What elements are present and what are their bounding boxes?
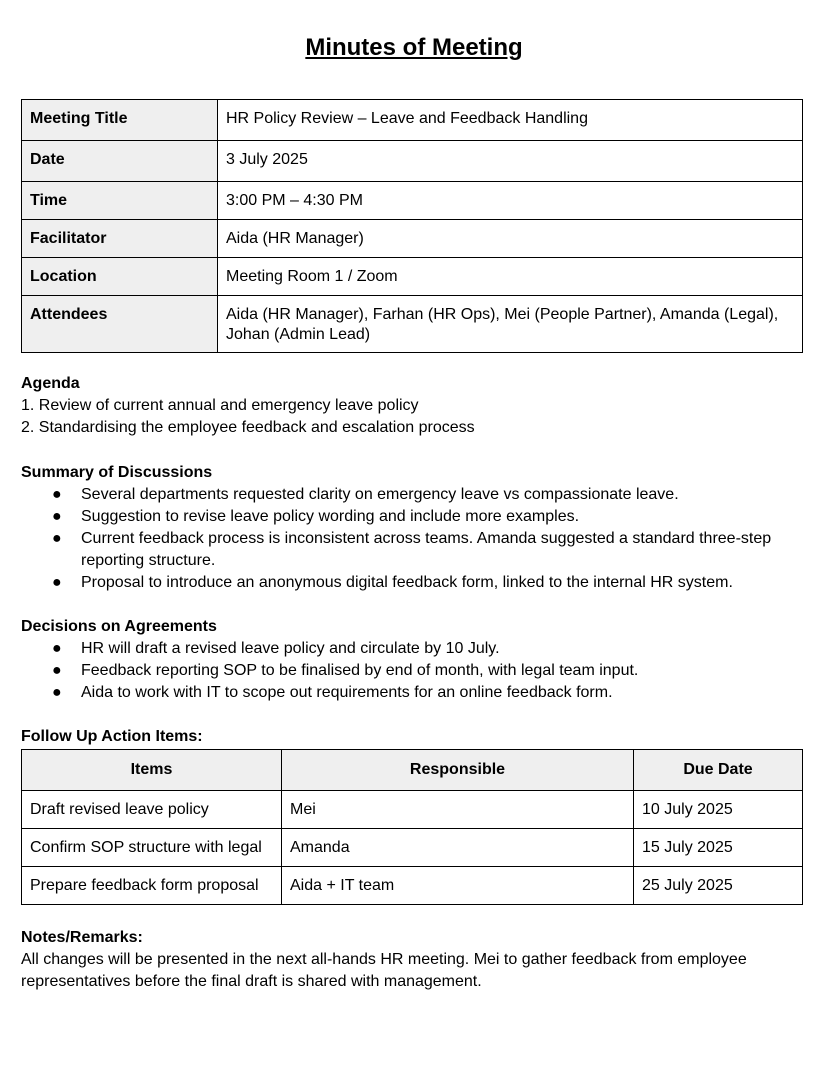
list-item-text: Aida to work with IT to scope out requirements for an online feedback form. bbox=[81, 684, 613, 701]
notes-heading: Notes/Remarks: bbox=[21, 929, 143, 946]
cell-item: Confirm SOP structure with legal bbox=[22, 829, 282, 867]
list-item bbox=[21, 528, 811, 572]
info-label: Date bbox=[22, 141, 218, 182]
list-item-text: Current feedback process is inconsistent across teams. Amanda suggested a standard three-step reporting structure. bbox=[81, 530, 772, 569]
info-row-facilitator bbox=[22, 220, 803, 258]
column-header-due-date: Due Date bbox=[634, 750, 803, 791]
list-item-text: HR will draft a revised leave policy and circulate by 10 July. bbox=[81, 640, 500, 657]
page-title: Minutes of Meeting bbox=[305, 34, 523, 61]
decisions-section bbox=[21, 616, 811, 704]
info-value: HR Policy Review – Leave and Feedback Handling bbox=[218, 100, 803, 141]
table-row bbox=[22, 867, 803, 905]
bullet-icon: ● bbox=[52, 662, 62, 679]
decisions-list bbox=[21, 638, 811, 704]
bullet-icon: ● bbox=[52, 508, 62, 525]
cell-responsible: Amanda bbox=[282, 829, 634, 867]
agenda-section bbox=[21, 373, 811, 439]
info-value: Aida (HR Manager) bbox=[218, 220, 803, 258]
list-item-text: Proposal to introduce an anonymous digital feedback form, linked to the internal HR system. bbox=[81, 574, 733, 591]
list-item bbox=[21, 572, 811, 594]
notes-section bbox=[21, 927, 811, 993]
info-label: Time bbox=[22, 182, 218, 220]
decisions-heading: Decisions on Agreements bbox=[21, 618, 217, 635]
info-value: 3 July 2025 bbox=[218, 141, 803, 182]
list-item bbox=[21, 660, 811, 682]
info-label: Location bbox=[22, 258, 218, 296]
cell-item: Prepare feedback form proposal bbox=[22, 867, 282, 905]
info-row-location bbox=[22, 258, 803, 296]
info-row-date bbox=[22, 141, 803, 182]
cell-due-date: 15 July 2025 bbox=[634, 829, 803, 867]
cell-responsible: Aida + IT team bbox=[282, 867, 634, 905]
list-item-text: Feedback reporting SOP to be finalised by end of month, with legal team input. bbox=[81, 662, 639, 679]
meeting-info-table bbox=[21, 99, 803, 353]
action-items-table bbox=[21, 749, 803, 905]
summary-heading: Summary of Discussions bbox=[21, 464, 213, 481]
summary-list bbox=[21, 484, 811, 594]
list-item bbox=[21, 682, 811, 704]
cell-responsible: Mei bbox=[282, 791, 634, 829]
list-item-text: Suggestion to revise leave policy wording and include more examples. bbox=[81, 508, 580, 525]
column-header-items: Items bbox=[22, 750, 282, 791]
bullet-icon: ● bbox=[52, 684, 62, 701]
bullet-icon: ● bbox=[52, 486, 62, 503]
info-label: Meeting Title bbox=[22, 100, 218, 141]
info-value: 3:00 PM – 4:30 PM bbox=[218, 182, 803, 220]
info-row-attendees bbox=[22, 296, 803, 353]
table-row bbox=[22, 829, 803, 867]
cell-due-date: 10 July 2025 bbox=[634, 791, 803, 829]
table-header-row bbox=[22, 750, 803, 791]
info-row-meeting-title bbox=[22, 100, 803, 141]
list-item bbox=[21, 484, 811, 506]
info-label: Attendees bbox=[22, 296, 218, 353]
info-value: Aida (HR Manager), Farhan (HR Ops), Mei (People Partner), Amanda (Legal), Johan (Admin Lead) bbox=[218, 296, 803, 353]
summary-section bbox=[21, 462, 811, 594]
table-row bbox=[22, 791, 803, 829]
bullet-icon: ● bbox=[52, 640, 62, 657]
agenda-heading: Agenda bbox=[21, 375, 80, 392]
bullet-icon: ● bbox=[52, 530, 62, 547]
cell-item: Draft revised leave policy bbox=[22, 791, 282, 829]
column-header-responsible: Responsible bbox=[282, 750, 634, 791]
notes-text: All changes will be presented in the next all-hands HR meeting. Mei to gather feedback from employee representatives before the final draft is shared with management. bbox=[21, 951, 747, 990]
agenda-item: 2. Standardising the employee feedback and escalation process bbox=[21, 419, 475, 436]
agenda-item: 1. Review of current annual and emergency leave policy bbox=[21, 397, 419, 414]
cell-due-date: 25 July 2025 bbox=[634, 867, 803, 905]
info-label: Facilitator bbox=[22, 220, 218, 258]
info-value: Meeting Room 1 / Zoom bbox=[218, 258, 803, 296]
list-item bbox=[21, 638, 811, 660]
info-row-time bbox=[22, 182, 803, 220]
list-item-text: Several departments requested clarity on emergency leave vs compassionate leave. bbox=[81, 486, 679, 503]
actions-heading: Follow Up Action Items: bbox=[21, 728, 203, 745]
bullet-icon: ● bbox=[52, 574, 62, 591]
list-item bbox=[21, 506, 811, 528]
